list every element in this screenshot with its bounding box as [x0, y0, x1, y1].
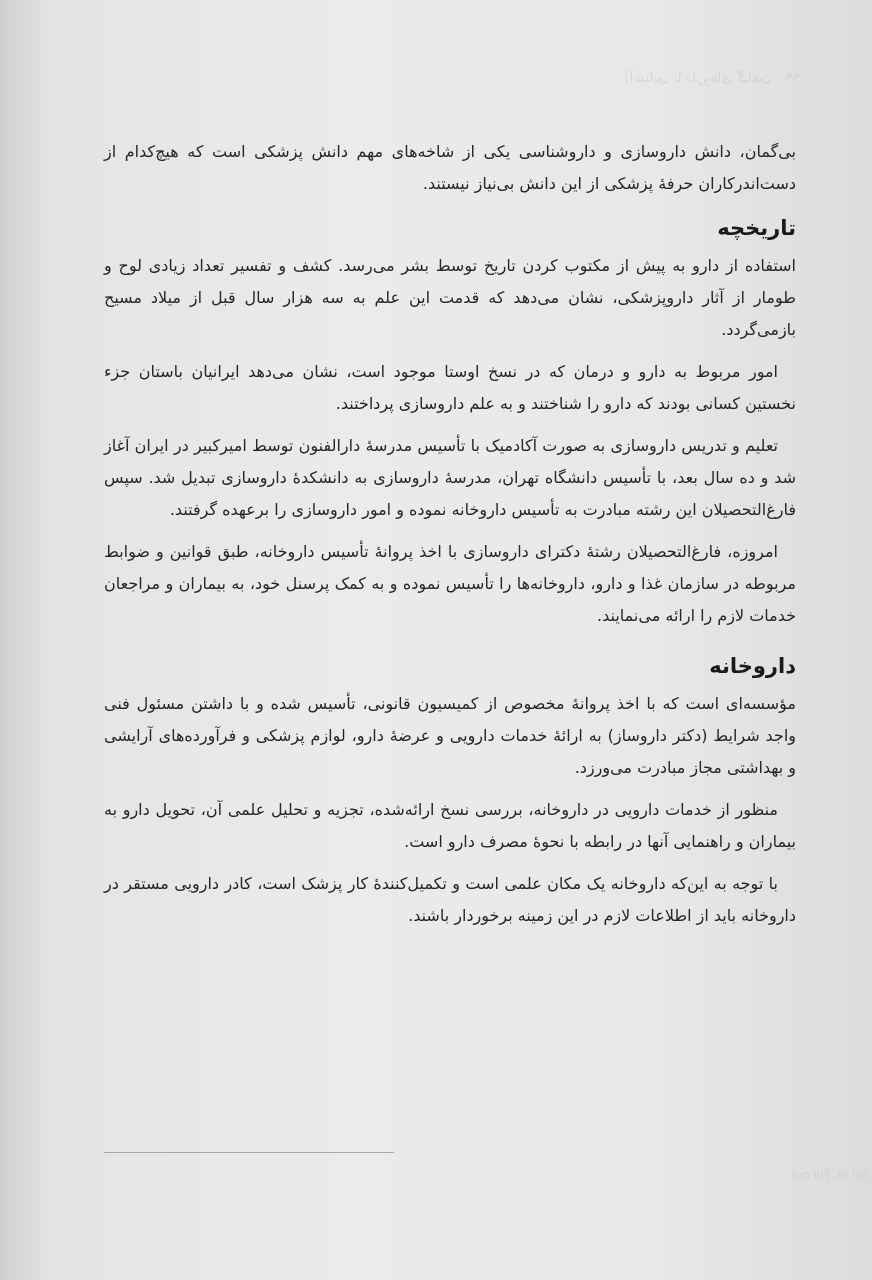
bleed-through-footer: Fill in, Fill out [790, 1168, 868, 1182]
history-paragraph-4: امروزه، فارغ‌التحصیلان رشتهٔ دکترای داروسازی با اخذ پروانهٔ تأسیس داروخانه، طبق قوانین و ضوابط مربوطه در سازمان غذا و دارو، داروخانه‌ها را تأسیس نموده و به کمک پرسنل خود، به بیماران و مراجعان خدمات لازم را ارائه می‌نمایند. [104, 542, 796, 625]
section-heading-history: تاریخچه [717, 216, 796, 240]
section-heading-pharmacy: داروخانه [709, 654, 796, 678]
intro-paragraph: بی‌گمان، دانش داروسازی و داروشناسی یکی از شاخه‌های مهم دانش پزشکی است که هیچ‌کدام از دست‌اندرکاران حرفهٔ پزشکی از این دانش بی‌نیاز نیستند. [104, 142, 796, 193]
pharmacy-paragraph-3: با توجه به این‌که داروخانه یک مکان علمی است و تکمیل‌کنندهٔ کار پزشک است، کادر دارویی مستقر در داروخانه باید از اطلاعات لازم در این زمینه برخوردار باشند. [104, 874, 796, 925]
page-body [104, 136, 796, 942]
pharmacy-paragraph-1: مؤسسه‌ای است که با اخذ پروانهٔ مخصوص از کمیسیون قانونی، تأسیس شده و با داشتن مسئول فنی واجد شرایط (دکتر داروساز) به ارائهٔ خدمات دارویی و عرضهٔ دارو، لوازم پزشکی و فرآورده‌های آرایشی و بهداشتی مجاز مبادرت می‌ورزد. [104, 694, 796, 777]
history-paragraph-1: استفاده از دارو به پیش از مکتوب کردن تاریخ توسط بشر می‌رسد. کشف و تفسیر تعداد زیادی لوح و طومار از آثار داروپزشکی، نشان می‌دهد که قدمت این علم به سه هزار سال قبل از میلاد مسیح بازمی‌گردد. [104, 256, 796, 339]
history-paragraph-2: امور مربوط به دارو و درمان که در نسخ اوستا موجود است، نشان می‌دهد ایرانیان باستان جزء نخستین کسانی بودند که دارو را شناختند و به علم داروسازی پرداختند. [104, 362, 796, 413]
history-paragraph-3: تعلیم و تدریس داروسازی به صورت آکادمیک با تأسیس مدرسهٔ دارالفنون توسط امیرکبیر در ایران آغاز شد و ده سال بعد، با تأسیس دانشگاه تهران، مدرسهٔ داروسازی به دانشکدهٔ داروسازی تبدیل شد. سپس فارغ‌التحصیلان این رشته مبادرت به تأسیس داروخانه نموده و امور داروسازی را برعهده گرفتند. [104, 436, 796, 519]
footnote-divider [104, 1152, 394, 1153]
bleed-through-header: (آشنایی با داروهای گیاهی - ۹۹ [623, 70, 800, 86]
pharmacy-paragraph-2: منظور از خدمات دارویی در داروخانه، بررسی نسخ ارائه‌شده، تجزیه و تحلیل علمی آن، تحویل دارو به بیماران و راهنمایی آنها در رابطه با نحوهٔ مصرف دارو است. [104, 800, 796, 851]
